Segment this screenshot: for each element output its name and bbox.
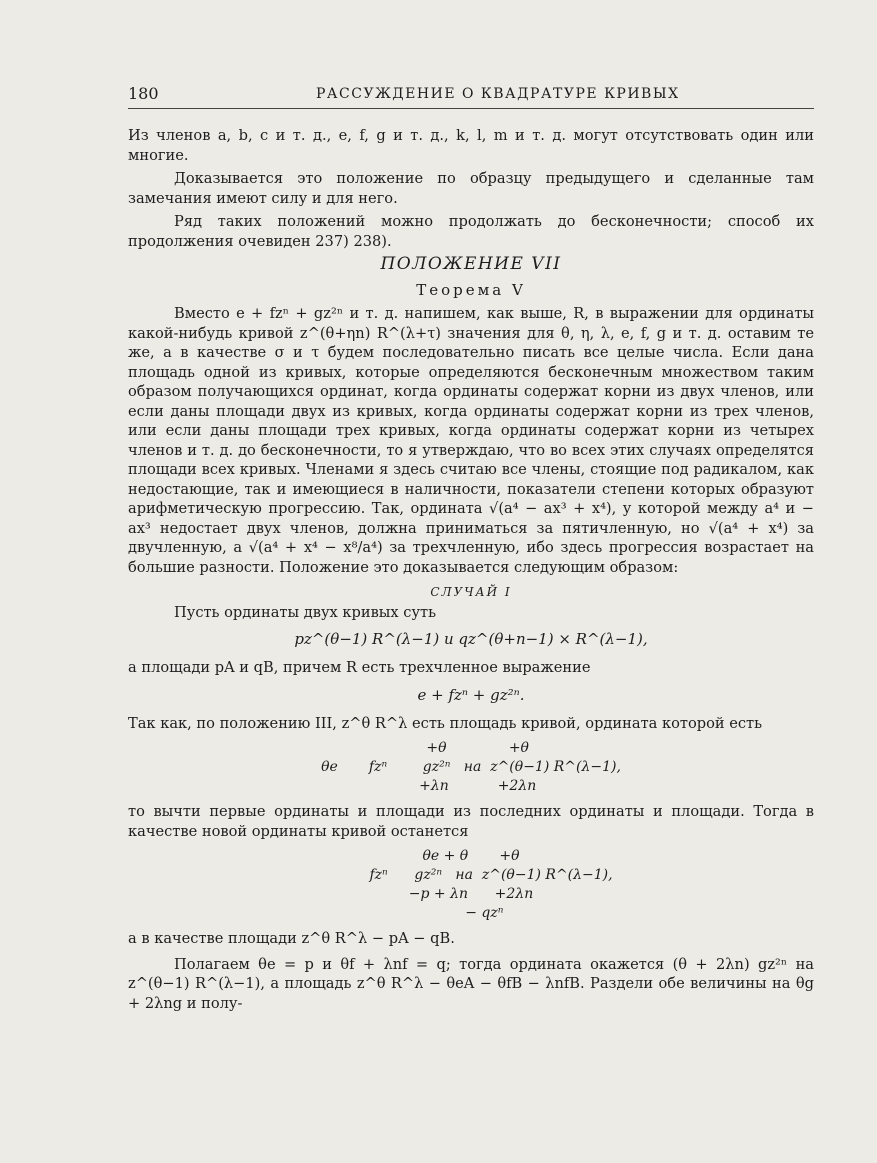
theorem-heading: Теорема V [416, 280, 526, 299]
case-text: а в качестве площади z^θ R^λ − pA − qB. [128, 930, 455, 947]
formula-line: −p + λn +2λn [408, 886, 534, 902]
theorem-text: Вместо e + fzⁿ + gz²ⁿ и т. д. напишем, как выше, R, в выражении для ординаты какой-нибудь кривой z^(θ+ηn) R^(λ+τ) значения для θ, η, λ, e, f, g и т. д. оставим те же, а в качестве σ и τ будем последовательно писать все целые числа. Если дана площадь одной из кривых, которые определяются бесконечным множеством таким образом получающихся ординат, когда ординаты содержат корни из двух членов, или если даны площади двух из кривых, когда ординаты содержат корни из трех членов, или если даны площади трех кривых, когда ординаты содержат корни из четырех членов и т. д. до бесконечности, то я утверждаю, что во всех этих случаях определятся площади всех кривых. Членами я здесь считаю все члены, стоящие под радикалом, как недостающие, так и имеющиеся в наличности, показатели степени которых образуют арифметическую прогрессию. Так, ордината √(a⁴ − ax³ + x⁴), у которой между a⁴ и − ax³ недостает двух членов, должна приниматься за пятичленную, но √(a⁴ + x⁴) за двучленную, а √(a⁴ + x⁴ − x⁸/a⁴) за трехчленную, ибо здесь прогрессия возрастает на большие разности. Положение это доказывается следующим образом: [128, 305, 814, 576]
formula-line: θe fzⁿ gz²ⁿ на z^(θ−1) R^(λ−1), [321, 759, 621, 775]
case-text: Пусть ординаты двух кривых суть [174, 603, 437, 621]
formula-line: fzⁿ gz²ⁿ на z^(θ−1) R^(λ−1), [329, 867, 613, 883]
case-text: Так как, по положению III, z^θ R^λ есть площадь кривой, ордината которой есть [128, 714, 763, 732]
case-text: Полагаем θe = p и θf + λnf = q; тогда ордината окажется (θ + 2λn) gz²ⁿ на z^(θ−1) R^(λ−1), а площадь z^θ R^λ − θeA − θfB − λnfB. Раздели обе величины на θg + 2λng и полу- [128, 955, 814, 1012]
proposition-heading: ПОЛОЖЕНИЕ VII [380, 254, 562, 274]
body-text [128, 126, 814, 1013]
paragraph: Ряд таких положений можно продолжать до бесконечности; способ их продолжения очевиден 237) 238). [128, 213, 814, 250]
running-title: РАССУЖДЕНИЕ О КВАДРАТУРЕ КРИВЫХ [316, 86, 680, 102]
formula-line: +λn +2λn [405, 778, 537, 794]
formula-line: +θ +θ [413, 740, 529, 756]
paragraph: Доказывается это положение по образцу предыдущего и сделанные там замечания имеют силу и для него. [128, 170, 814, 207]
formula: pz^(θ−1) R^(λ−1) и qz^(θ+n−1) × R^(λ−1), [294, 630, 648, 648]
case-text: а площади pA и qB, причем R есть трехчленное выражение [128, 659, 591, 676]
page-number: 180 [128, 84, 159, 103]
formula: e + fzⁿ + gz²ⁿ. [417, 685, 525, 704]
paragraph: Из членов a, b, c и т. д., e, f, g и т. д., k, l, m и т. д. могут отсутствовать один или многие. [128, 127, 814, 164]
case-heading: СЛУЧАЙ I [430, 585, 512, 599]
page-header [128, 82, 814, 109]
case-text: то вычти первые ординаты и площади из последних ординаты и площади. Тогда в качестве новой ординаты кривой останется [128, 803, 814, 840]
formula-block [128, 739, 814, 796]
formula-block [128, 847, 814, 923]
formula-line: θe + θ +θ [422, 848, 520, 864]
formula-line: − qzⁿ [438, 905, 504, 921]
